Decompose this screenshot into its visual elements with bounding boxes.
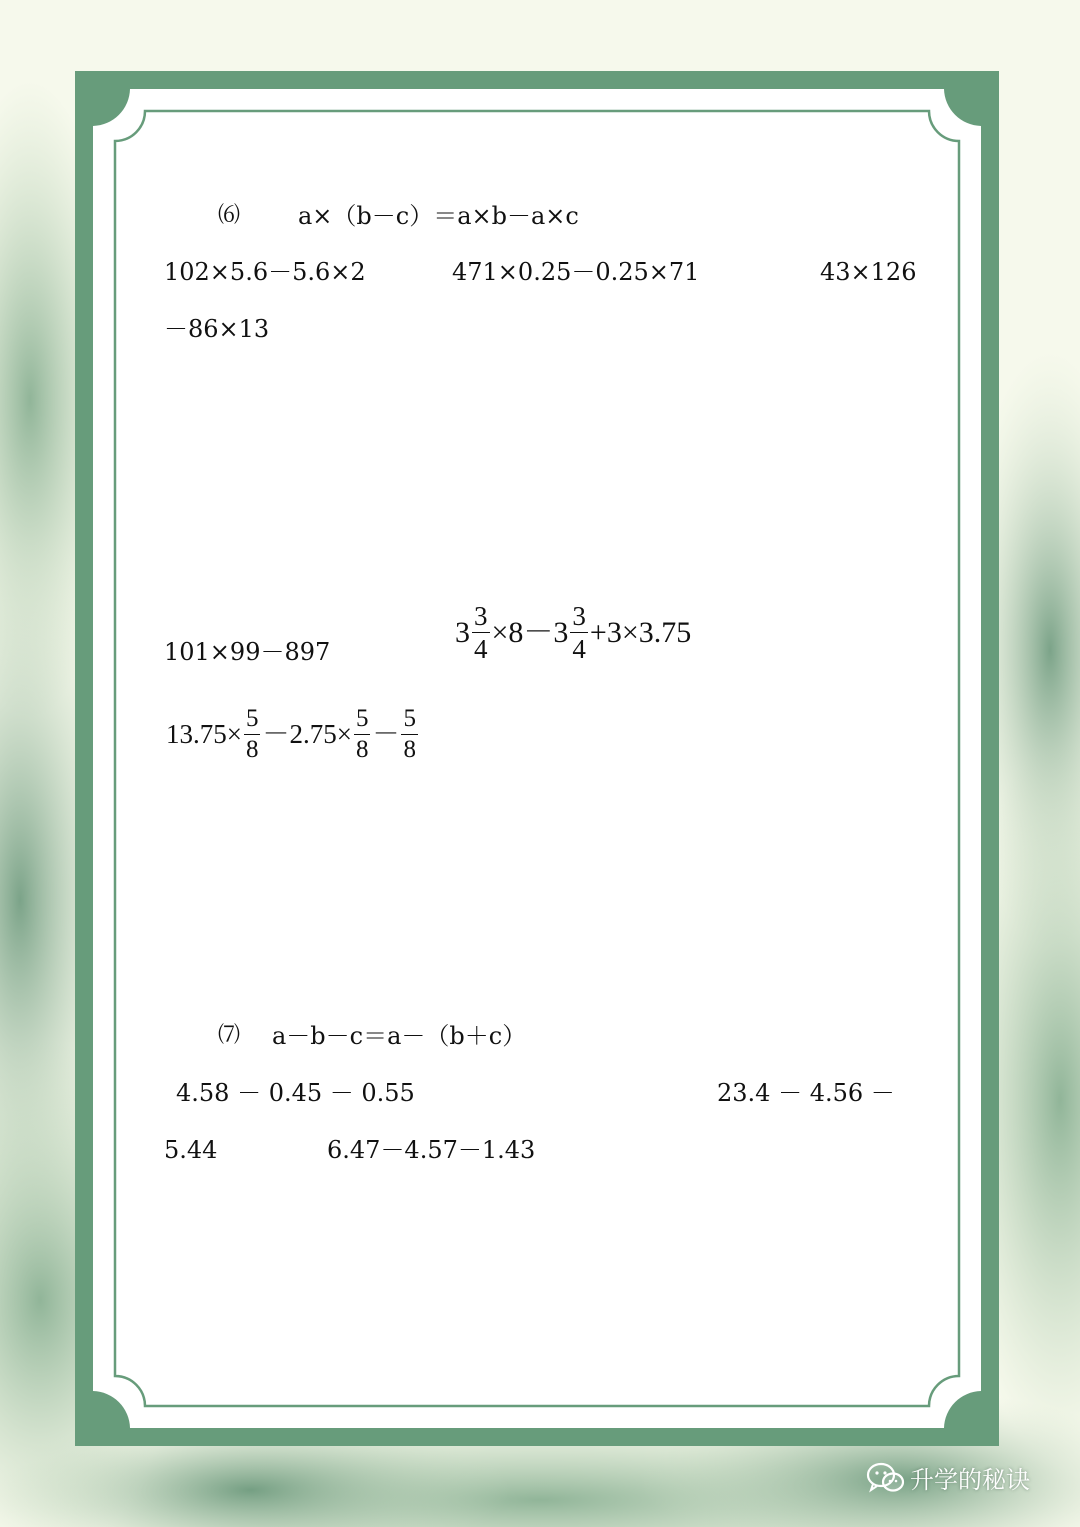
p5-fraction-1 (472, 602, 490, 664)
section7-formula: a－b－c＝a－（b＋c） (272, 1022, 527, 1050)
p6-minus: － (372, 719, 400, 750)
problem-6-3-part2: －86×13 (164, 315, 270, 343)
p6-fraction-1 (244, 706, 261, 764)
section6-formula: a×（b－c）＝a×b－a×c (298, 202, 579, 230)
watermark (866, 1460, 1030, 1495)
problem-7-2-part1: 23.4 － 4.56 － (717, 1079, 895, 1107)
problem-7-1: 4.58 － 0.45 － 0.55 (176, 1079, 415, 1107)
p5-fraction-2 (570, 602, 588, 664)
p6-middle: －2.75× (262, 719, 352, 750)
p5-whole: 3 (455, 615, 470, 649)
problem-6-2: 471×0.25－0.25×71 (452, 258, 700, 286)
watermark-text: 升学的秘诀 (910, 1466, 1030, 1494)
problem-6-3-part1: 43×126 (820, 258, 917, 286)
p6-fraction-2 (354, 706, 371, 764)
wechat-icon (866, 1461, 906, 1495)
p5-frac2-denominator: 4 (572, 634, 586, 665)
problem-7-2-part2: 5.44 (164, 1136, 218, 1164)
p6-frac2-denominator: 8 (355, 736, 369, 764)
section7-number: ⑺ (218, 1023, 241, 1048)
p5-frac1-denominator: 4 (474, 634, 488, 665)
p6-frac1-denominator: 8 (245, 736, 259, 764)
section6-number: ⑹ (218, 203, 241, 228)
p6-frac1-numerator: 5 (244, 706, 261, 735)
p6-fraction-3 (401, 706, 418, 764)
p6-frac2-numerator: 5 (354, 706, 371, 735)
problem-6-4: 101×99－897 (164, 638, 331, 666)
p5-tail: +3×3.75 (589, 615, 692, 649)
p5-frac1-numerator: 3 (472, 602, 490, 633)
p5-frac2-numerator: 3 (570, 602, 588, 633)
p6-lead: 13.75× (166, 719, 242, 750)
p5-middle: ×8－3 (491, 615, 569, 649)
problem-7-3: 6.47－4.57－1.43 (327, 1136, 536, 1164)
p6-frac3-denominator: 8 (403, 736, 416, 764)
problem-6-5 (454, 602, 692, 664)
problem-6-1: 102×5.6－5.6×2 (164, 258, 366, 286)
problem-6-6 (165, 706, 419, 764)
p6-frac3-numerator: 5 (401, 706, 418, 735)
